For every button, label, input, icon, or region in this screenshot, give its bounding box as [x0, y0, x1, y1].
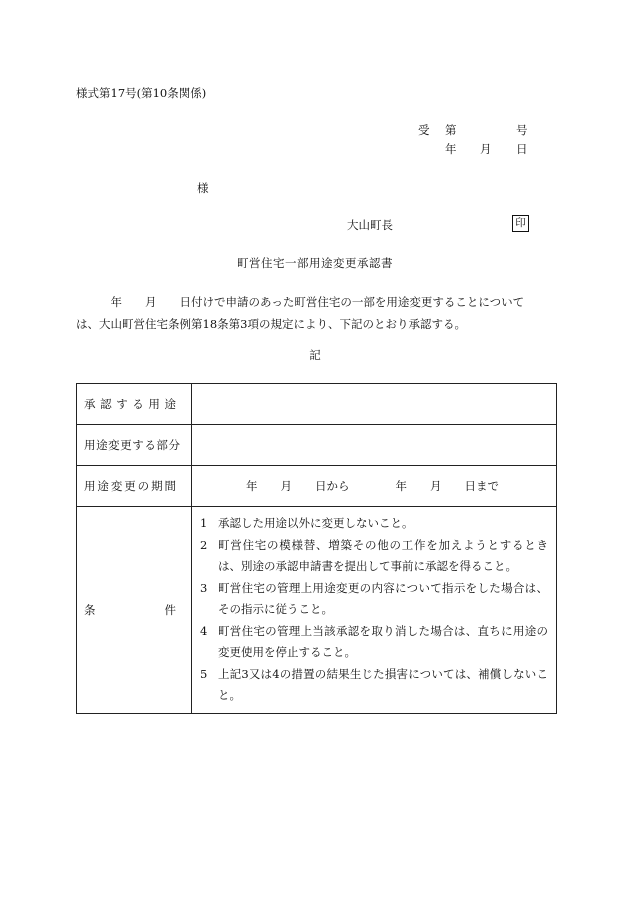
condition-item — [198, 535, 548, 578]
condition-number: 2 — [200, 537, 208, 552]
label-cell — [77, 384, 192, 425]
receipt-go: 号 — [516, 123, 528, 137]
label-cell — [77, 507, 192, 714]
intro-text-1: 年 月 日付けで申請のあった町営住宅の一部を用途変更することについて — [110, 295, 525, 309]
conditions-label: 条件 — [84, 602, 176, 617]
date-year: 年 — [445, 142, 457, 156]
approval-details-table — [76, 383, 557, 714]
ki-heading: 記 — [309, 348, 321, 362]
seal-mark: 印 — [512, 215, 529, 232]
condition-number: 1 — [200, 516, 208, 530]
condition-item — [198, 578, 548, 621]
condition-number: 5 — [200, 666, 208, 681]
addressee-suffix: 様 — [197, 181, 209, 195]
condition-item — [198, 664, 548, 707]
condition-item — [198, 513, 548, 535]
intro-line-1 — [76, 291, 556, 313]
condition-text: 上記3又は4の措置の結果生じた損害については、補償しないこと。 — [218, 666, 548, 702]
label-cell — [77, 466, 192, 507]
changed-part-value — [192, 425, 557, 466]
intro-line-2: は、大山町営住宅条例第18条第3項の規定により、下記のとおり承認する。 — [76, 317, 466, 331]
issuer-name: 大山町長 — [347, 218, 393, 232]
condition-number: 3 — [200, 580, 208, 595]
condition-text: 承認した用途以外に変更しないこと。 — [218, 516, 414, 530]
label-cell — [77, 425, 192, 466]
receipt-dai: 第 — [445, 123, 457, 137]
form-number: 様式第17号(第10条関係) — [76, 86, 207, 100]
receipt-uke: 受 — [418, 123, 430, 137]
condition-text: 町営住宅の管理上用途変更の内容について指示をした場合は、その指示に従うこと。 — [218, 580, 548, 616]
change-period-value: 年 月 日から 年 月 日まで — [192, 466, 557, 507]
receipt-number-line — [418, 122, 530, 138]
table-row — [77, 507, 557, 714]
issue-date-line — [418, 141, 530, 157]
change-period-label: 用途変更の期間 — [84, 479, 176, 493]
approved-use-label: 承認する用途 — [84, 397, 176, 411]
date-month: 月 — [480, 142, 492, 156]
approved-use-value — [192, 384, 557, 425]
condition-text: 町営住宅の管理上当該承認を取り消した場合は、直ちに用途の変更使用を停止すること。 — [218, 623, 548, 659]
intro-indent — [76, 295, 111, 309]
changed-part-label: 用途変更する部分 — [84, 438, 180, 452]
condition-item — [198, 621, 548, 664]
condition-number: 4 — [200, 623, 208, 638]
document-title: 町営住宅一部用途変更承認書 — [237, 256, 393, 270]
table-row — [77, 425, 557, 466]
table-row — [77, 384, 557, 425]
date-day: 日 — [516, 142, 528, 156]
condition-text: 町営住宅の模様替、増築その他の工作を加えようとするときは、別途の承認申請書を提出して事前に承認を得ること。 — [218, 537, 548, 573]
table-row — [77, 466, 557, 507]
conditions-list — [192, 507, 557, 714]
intro-paragraph — [76, 291, 556, 335]
